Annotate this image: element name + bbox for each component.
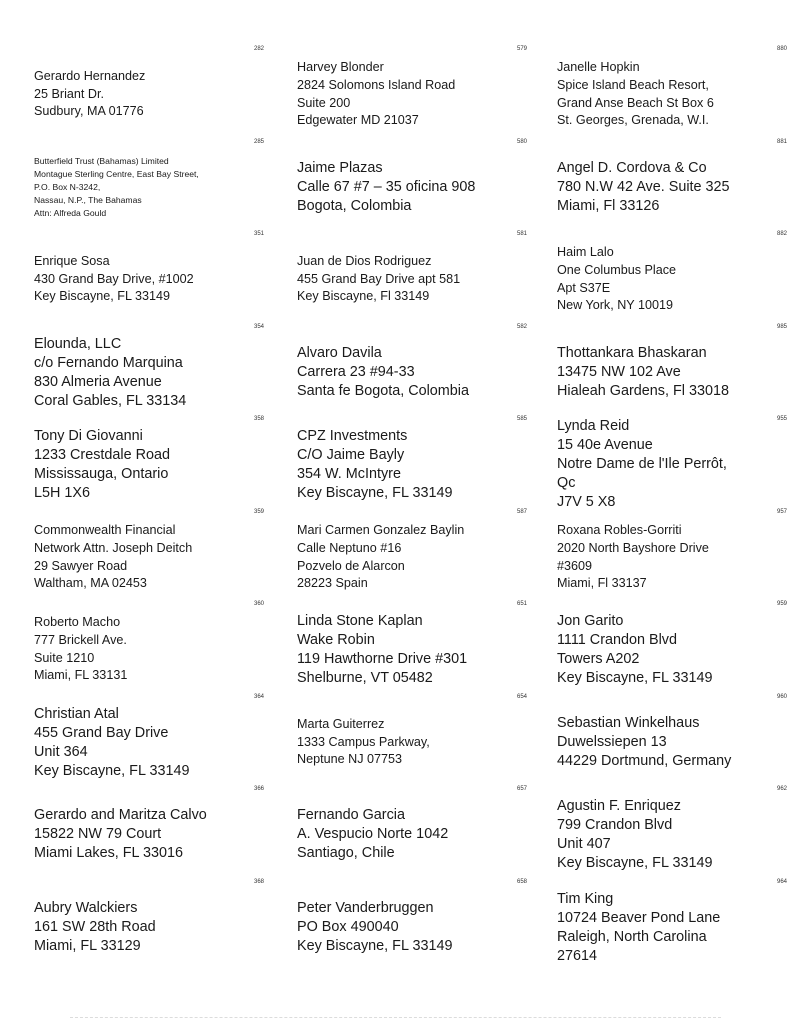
recipient-name: Roberto Macho <box>34 615 121 630</box>
recipient-name: Tony Di Giovanni <box>34 427 143 444</box>
label-number: 364 <box>253 694 264 700</box>
address-lines <box>557 701 785 784</box>
address-line: Duwelssiepen 13 <box>557 734 667 750</box>
address-line: P.O. Box N-3242, <box>34 182 101 192</box>
address-line: Unit 364 <box>34 743 88 760</box>
address-line: Calle Neptuno #16 <box>297 540 402 555</box>
label-number: 658 <box>516 879 527 885</box>
recipient-name: Enrique Sosa <box>34 254 110 269</box>
address-label <box>550 138 791 231</box>
label-number: 354 <box>253 324 264 330</box>
address-lines <box>34 331 262 414</box>
address-line: Attn: Alfreda Gould <box>34 208 107 218</box>
recipient-name: Linda Stone Kaplan <box>297 612 423 629</box>
address-line: Key Biscayne, FL 33149 <box>297 938 453 954</box>
address-line: Miami, Fl 33137 <box>557 576 647 591</box>
address-line: 830 Almeria Avenue <box>34 373 162 390</box>
label-number: 960 <box>776 694 787 700</box>
address-line: Nassau, N.P., The Bahamas <box>34 195 142 205</box>
address-label <box>550 230 791 323</box>
address-line: 10724 Beaver Pond Lane <box>557 909 721 926</box>
address-label <box>550 323 791 416</box>
recipient-name: Jaime Plazas <box>297 160 383 176</box>
address-label <box>290 693 535 786</box>
address-line: 1233 Crestdale Road <box>34 446 171 463</box>
address-line: Unit 407 <box>557 835 611 852</box>
recipient-name: Jon Garito <box>557 612 624 629</box>
recipient-name: Roxana Robles-Gorriti <box>557 523 682 538</box>
label-number: 962 <box>776 786 787 792</box>
address-label <box>290 878 535 971</box>
address-line: Key Biscayne, FL 33149 <box>557 854 713 871</box>
label-number: 985 <box>776 324 787 330</box>
address-label <box>27 415 272 508</box>
address-line: 780 N.W 42 Ave. Suite 325 <box>557 179 730 195</box>
address-line: 27614 <box>557 947 598 964</box>
address-line: Hialeah Gardens, Fl 33018 <box>557 383 729 399</box>
address-line: 430 Grand Bay Drive, #1002 <box>34 271 194 286</box>
address-label <box>27 230 272 323</box>
recipient-name: Gerardo Hernandez <box>34 69 146 84</box>
address-line: PO Box 490040 <box>297 919 399 935</box>
recipient-name: Commonwealth Financial <box>34 523 176 538</box>
address-line: 15822 NW 79 Court <box>34 826 162 842</box>
address-line: 1333 Campus Parkway, <box>297 734 430 749</box>
label-number: 964 <box>776 879 787 885</box>
address-line: St. Georges, Grenada, W.I. <box>557 113 709 128</box>
address-label <box>290 45 535 138</box>
recipient-name: Harvey Blonder <box>297 60 384 75</box>
address-line: Miami, Fl 33126 <box>557 198 660 214</box>
address-line: Towers A202 <box>557 650 640 667</box>
address-label <box>27 693 272 786</box>
address-line: Network Attn. Joseph Deitch <box>34 540 193 555</box>
label-number: 587 <box>516 509 527 515</box>
address-label <box>27 785 272 878</box>
address-lines <box>557 886 785 969</box>
address-line: Key Biscayne, FL 33149 <box>34 762 190 779</box>
address-line: Neptune NJ 07753 <box>297 752 403 767</box>
label-number: 882 <box>776 231 787 237</box>
label-number: 351 <box>253 231 264 237</box>
address-lines <box>34 701 262 784</box>
address-label <box>27 508 272 601</box>
recipient-name: Sebastian Winkelhaus <box>557 715 700 731</box>
recipient-name: Janelle Hopkin <box>557 60 640 75</box>
address-line: Key Biscayne, FL 33149 <box>557 669 713 686</box>
page-divider <box>70 1017 721 1018</box>
recipient-name: Haim Lalo <box>557 245 614 260</box>
recipient-name: Elounda, LLC <box>34 335 122 352</box>
address-line: 28223 Spain <box>297 576 368 591</box>
address-lines <box>557 608 785 691</box>
address-line: Calle 67 #7 – 35 oficina 908 <box>297 179 476 195</box>
address-line: Montague Sterling Centre, East Bay Street, <box>34 169 199 179</box>
address-line: 161 SW 28th Road <box>34 919 156 935</box>
address-lines <box>297 53 525 136</box>
label-number: 579 <box>516 46 527 52</box>
label-number: 581 <box>516 231 527 237</box>
address-label <box>290 138 535 231</box>
address-lines <box>297 886 525 969</box>
address-line: Miami Lakes, FL 33016 <box>34 845 184 861</box>
address-line: #3609 <box>557 558 593 573</box>
recipient-name: CPZ Investments <box>297 427 408 444</box>
address-line: Coral Gables, FL 33134 <box>34 392 187 409</box>
address-line: c/o Fernando Marquina <box>34 354 183 371</box>
address-line: 777 Brickell Ave. <box>34 632 127 647</box>
address-line: Raleigh, North Carolina <box>557 928 707 945</box>
recipient-name: Alvaro Davila <box>297 345 382 361</box>
address-label <box>27 138 272 231</box>
address-line: 15 40e Avenue <box>557 437 653 453</box>
address-lines <box>34 53 262 136</box>
address-line: New York, NY 10019 <box>557 298 673 313</box>
address-line: 13475 NW 102 Ave <box>557 364 681 380</box>
address-label <box>550 878 791 971</box>
address-lines <box>34 423 262 506</box>
address-line: Carrera 23 #94-33 <box>297 364 415 380</box>
address-lines <box>297 701 525 784</box>
address-lines <box>297 146 525 229</box>
address-lines <box>557 238 785 321</box>
label-number: 881 <box>776 139 787 145</box>
address-line: 44229 Dortmund, Germany <box>557 753 732 769</box>
address-label <box>290 415 535 508</box>
address-line: 354 W. McIntyre <box>297 465 401 482</box>
address-line: Grand Anse Beach St Box 6 <box>557 95 714 110</box>
address-lines <box>297 423 525 506</box>
address-label <box>27 600 272 693</box>
label-number: 651 <box>516 601 527 607</box>
address-label <box>290 600 535 693</box>
recipient-name: Peter Vanderbruggen <box>297 900 434 916</box>
label-number: 959 <box>776 601 787 607</box>
recipient-name: Gerardo and Maritza Calvo <box>34 807 207 823</box>
address-lines <box>34 238 262 321</box>
address-line: Sudbury, MA 01776 <box>34 104 144 119</box>
label-number: 359 <box>253 509 264 515</box>
recipient-name: Butterfield Trust (Bahamas) Limited <box>34 156 169 166</box>
label-number: 282 <box>253 46 264 52</box>
address-line: Pozvelo de Alarcon <box>297 558 405 573</box>
address-lines <box>34 608 262 691</box>
label-number: 285 <box>253 139 264 145</box>
address-line: Santa fe Bogota, Colombia <box>297 383 469 399</box>
address-label <box>290 230 535 323</box>
label-number: 366 <box>253 786 264 792</box>
address-label <box>27 878 272 971</box>
address-line: Miami, FL 33131 <box>34 668 128 683</box>
address-line: A. Vespucio Norte 1042 <box>297 826 449 842</box>
address-line: Wake Robin <box>297 631 375 648</box>
address-lines <box>34 516 262 599</box>
address-line: 119 Hawthorne Drive #301 <box>297 650 468 667</box>
recipient-name: Aubry Walckiers <box>34 900 138 916</box>
address-line: Key Biscayne, FL 33149 <box>297 484 453 501</box>
address-line: 455 Grand Bay Drive <box>34 724 169 741</box>
address-lines <box>297 516 525 599</box>
address-lines <box>34 886 262 969</box>
address-label <box>550 785 791 878</box>
address-lines <box>557 53 785 136</box>
address-line: 29 Sawyer Road <box>34 558 128 573</box>
address-label <box>550 508 791 601</box>
address-line: Suite 200 <box>297 95 351 110</box>
label-number: 654 <box>516 694 527 700</box>
recipient-name: Angel D. Cordova & Co <box>557 160 707 176</box>
address-label <box>27 45 272 138</box>
label-number: 957 <box>776 509 787 515</box>
address-line: One Columbus Place <box>557 262 677 277</box>
address-line: 455 Grand Bay Drive apt 581 <box>297 271 461 286</box>
address-lines <box>297 608 525 691</box>
recipient-name: Agustin F. Enriquez <box>557 797 681 814</box>
address-lines <box>557 793 785 876</box>
address-line: Key Biscayne, Fl 33149 <box>297 289 430 304</box>
address-lines <box>557 516 785 599</box>
address-label <box>550 693 791 786</box>
address-label <box>550 45 791 138</box>
address-lines <box>557 331 785 414</box>
address-line: Shelburne, VT 05482 <box>297 669 433 686</box>
address-line: Santiago, Chile <box>297 845 395 861</box>
address-line: Qc <box>557 475 576 491</box>
address-label <box>550 415 791 508</box>
recipient-name: Tim King <box>557 890 614 907</box>
label-number: 582 <box>516 324 527 330</box>
address-lines <box>34 146 262 229</box>
label-number: 955 <box>776 416 787 422</box>
address-line: L5H 1X6 <box>34 484 91 501</box>
address-line: Edgewater MD 21037 <box>297 113 419 128</box>
recipient-name: Lynda Reid <box>557 418 630 434</box>
address-lines <box>297 793 525 876</box>
address-label <box>550 600 791 693</box>
label-number: 368 <box>253 879 264 885</box>
address-line: 799 Crandon Blvd <box>557 816 673 833</box>
address-line: Apt S37E <box>557 280 611 295</box>
recipient-name: Mari Carmen Gonzalez Baylin <box>297 523 465 538</box>
address-line: Spice Island Beach Resort, <box>557 77 709 92</box>
address-lines <box>297 238 525 321</box>
address-label <box>290 323 535 416</box>
address-label <box>290 785 535 878</box>
label-number: 880 <box>776 46 787 52</box>
recipient-name: Thottankara Bhaskaran <box>557 345 707 361</box>
address-line: 1111 Crandon Blvd <box>557 631 677 648</box>
recipient-name: Christian Atal <box>34 705 119 722</box>
address-line: Key Biscayne, FL 33149 <box>34 289 171 304</box>
address-line: 2020 North Bayshore Drive <box>557 540 709 555</box>
address-line: Waltham, MA 02453 <box>34 576 147 591</box>
label-number: 358 <box>253 416 264 422</box>
address-line: Mississauga, Ontario <box>34 465 169 482</box>
label-number: 580 <box>516 139 527 145</box>
address-line: C/O Jaime Bayly <box>297 446 405 463</box>
address-line: 2824 Solomons Island Road <box>297 77 456 92</box>
address-line: Notre Dame de l'Ile Perrôt, <box>557 456 727 472</box>
label-number: 585 <box>516 416 527 422</box>
label-number: 657 <box>516 786 527 792</box>
address-lines <box>297 331 525 414</box>
address-line: 25 Briant Dr. <box>34 86 104 101</box>
address-line: J7V 5 X8 <box>557 494 616 510</box>
address-line: Bogota, Colombia <box>297 198 412 214</box>
recipient-name: Juan de Dios Rodriguez <box>297 254 432 269</box>
recipient-name: Fernando Garcia <box>297 807 405 823</box>
label-number: 360 <box>253 601 264 607</box>
address-line: Miami, FL 33129 <box>34 938 141 954</box>
recipient-name: Marta Guiterrez <box>297 717 385 732</box>
address-lines <box>557 146 785 229</box>
address-label <box>290 508 535 601</box>
address-line: Suite 1210 <box>34 650 95 665</box>
address-label <box>27 323 272 416</box>
address-lines <box>34 793 262 876</box>
